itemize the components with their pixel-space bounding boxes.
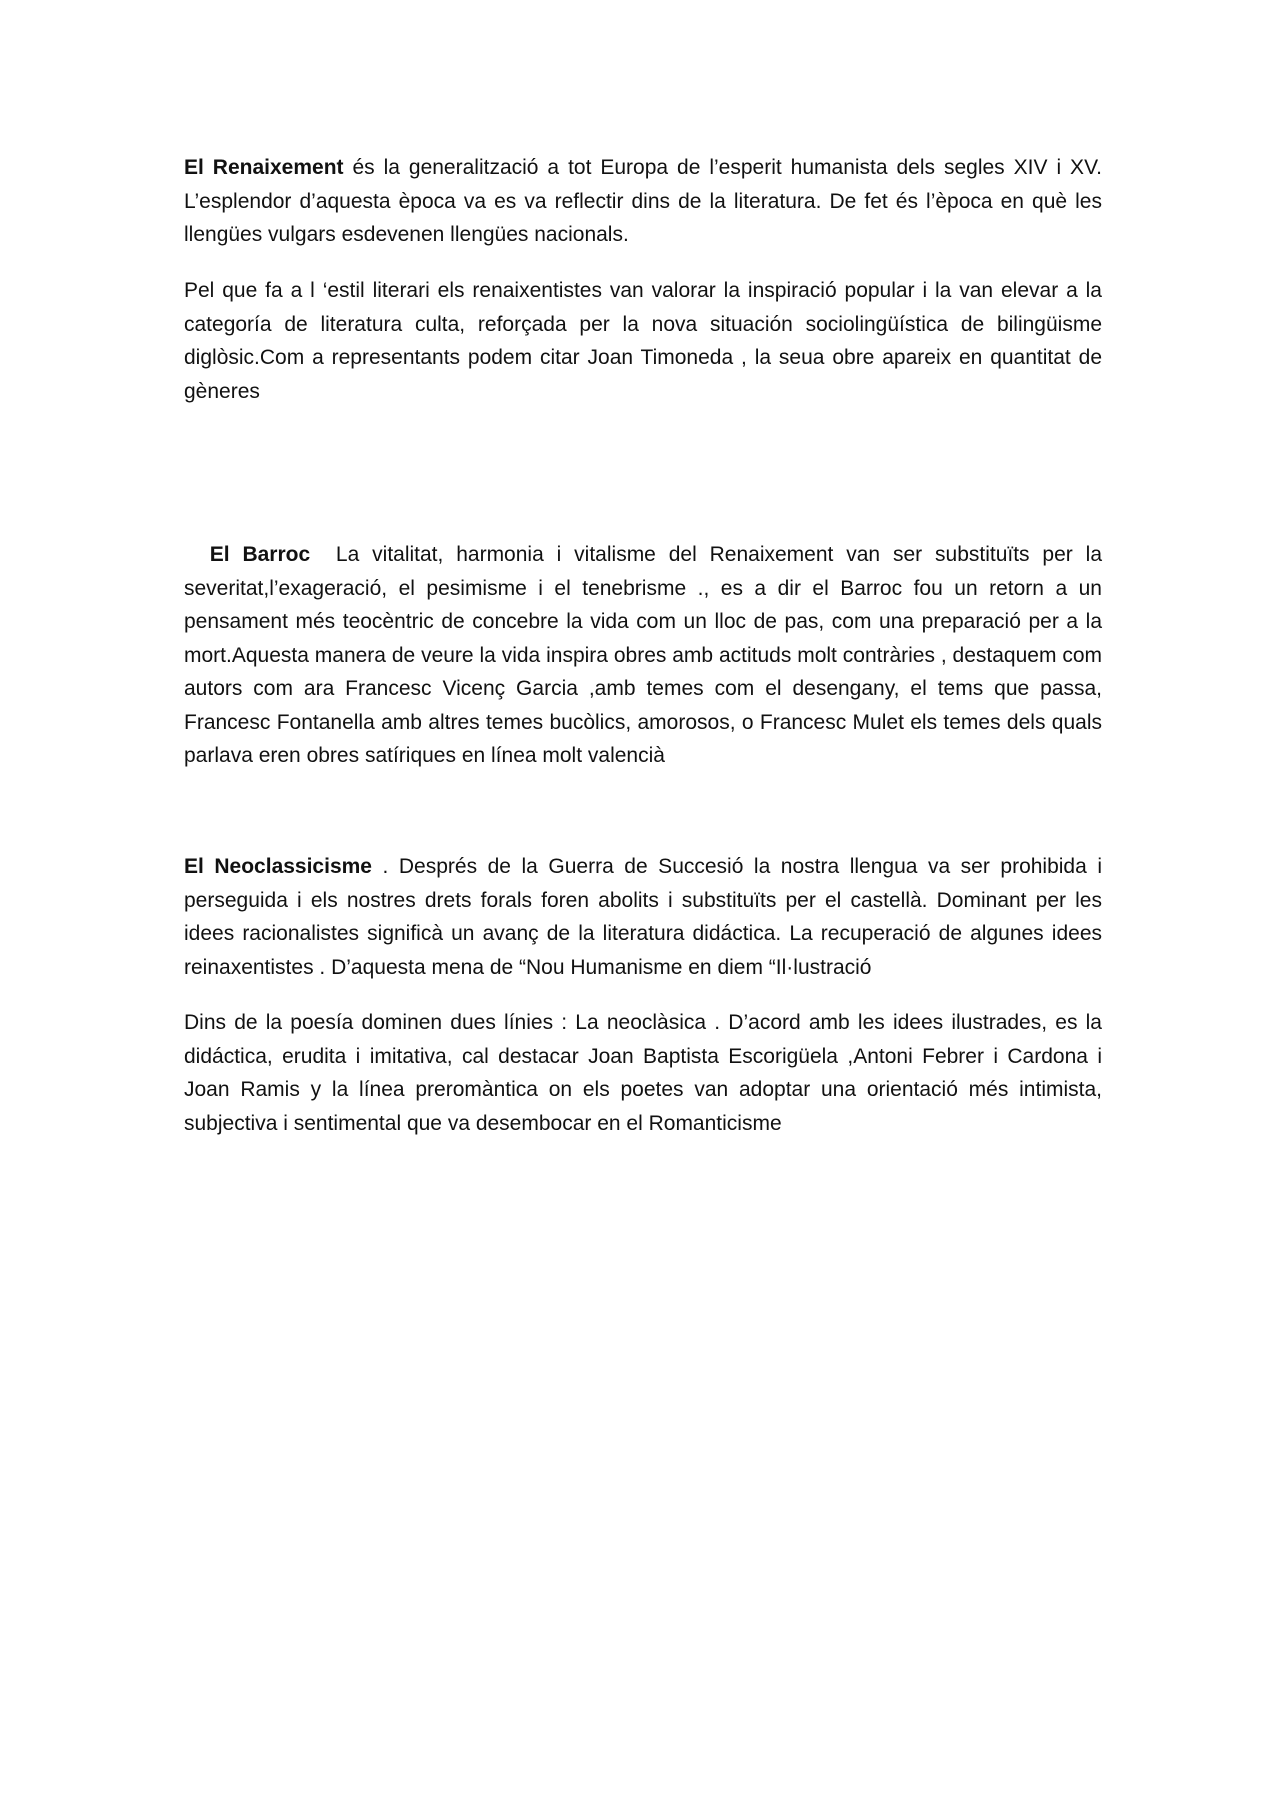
section-heading-neoclassicisme: El Neoclassicisme — [184, 855, 372, 878]
paragraph-text: Dins de la poesía dominen dues línies : La neoclàsica . D’acord amb les idees ilustrades, es la didáctica, erudita i imitativa, cal destacar Joan Baptista Escorigüela ,Antoni Febrer i Cardona i Joan Ramis y la línea preromàntica on els poetes van adoptar una orientació més intimista, subjectiva i sentimental que va desembocar en el Romanticisme — [184, 1011, 1102, 1135]
paragraph-poesia — [184, 1006, 1102, 1140]
paragraph-text: és la generalització a tot Europa de l’esperit humanista dels segles XIV i XV. L’esplendor d’aquesta època va es va reflectir dins de la literatura. De fet és l’època en què les llengües vulgars esdevenen llengües nacionals. — [184, 156, 1102, 246]
paragraph-neoclassicisme — [184, 850, 1102, 984]
paragraph-renaixement — [184, 151, 1102, 252]
leading-space — [184, 543, 210, 566]
paragraph-text: La vitalitat, harmonia i vitalisme del Renaixement van ser substituïts per la severitat,l’exageració, el pesimisme i el tenebrisme ., es a dir el Barroc fou un retorn a un pensament més teocèntric de concebre la vida com un lloc de pas, com una preparació per a la mort.Aquesta manera de veure la vida inspira obres amb actituds molt contràries , destaquem com autors com ara Francesc Vicenç Garcia ,amb temes com el desengany, el tems que passa, Francesc Fontanella amb altres temes bucòlics, amorosos, o Francesc Mulet els temes dels quals parlava eren obres satíriques en línea molt valencià — [184, 543, 1108, 767]
paragraph-text: . Després de la Guerra de Succesió la nostra llengua va ser prohibida i perseguida i els nostres drets forals foren abolits i substituïts per el castellà. Dominant per les idees racionalistes significà un avanç de la literatura didáctica. La recuperació de algunes idees reinaxentistes . D’aquesta mena de “Nou Humanisme en diem “Il·lustració — [184, 855, 1102, 979]
paragraph-barroc — [184, 538, 1108, 773]
paragraph-estil-literari — [184, 274, 1102, 408]
paragraph-text: Pel que fa a l ‘estil literari els renaixentistes van valorar la inspiració popular i la van elevar a la categoría de literatura culta, reforçada per la nova situación sociolingüística de bilingüisme diglòsic.Com a representants podem citar Joan Timoneda , la seua obre apareix en quantitat de gèneres — [184, 279, 1102, 403]
section-heading-renaixement: El Renaixement — [184, 156, 344, 179]
section-heading-barroc: El Barroc — [209, 543, 311, 566]
